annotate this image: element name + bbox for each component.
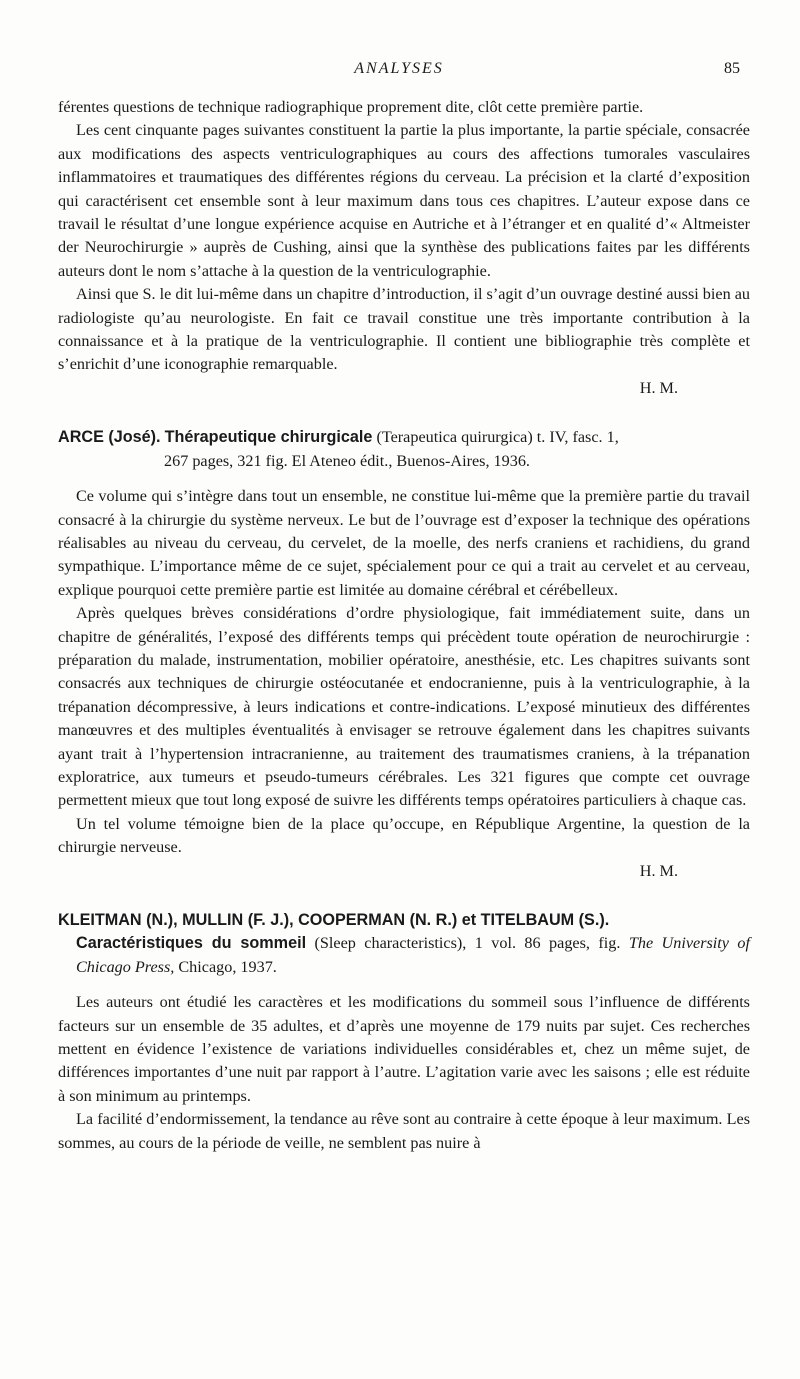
paragraph: Après quelques brèves considérations d’ordre physiologique, fait immédiatement suite, dans un chapitre de généralités, l’exposé des différents temps qui précèdent toute opération de neurochirurgie : préparation du malade, instrumentation, mobilier opératoire, anesthésie, etc. Les chapitres suivants sont consacrés aux techniques de chirurgie ostéocutanée et endocranienne, puis à la ventriculographie, à la trépanation décompressive, à leurs indications et contre-indications. L’exposé minutieux des différentes manœuvres et des multiples éventualités à envisager se retrouve également dans les chapitres suivants ayant trait à l’hypertension intracranienne, au traitement des traumatismes craniens, à la trépanation exploratrice, aux tumeurs et pseudo-tumeurs cérébrales. Les 321 figures que compte cet ouvrage permettent mieux que tout long exposé de suivre les différents temps opératoires particuliers à chaque cas. — [58, 604, 750, 810]
paragraph: Ainsi que S. le dit lui-même dans un chapitre d’introduction, il s’agit d’un ouvrage destiné aussi bien au radiologiste qu’au neurologiste. En fait ce travail constitue une très importante contribution à la connaissance et à la pratique de la ventriculographie. Il contient une bibliographie très complète et s’enrichit d’une iconographie remarquable. — [58, 285, 750, 374]
reviewer-signature: H. M. — [639, 861, 678, 880]
publisher: The University of Chicago Press, — [76, 934, 751, 976]
review-author: ARCE (José). — [58, 428, 161, 447]
running-title: ANALYSES — [354, 60, 444, 77]
review-arce — [58, 426, 750, 883]
paragraph: Les auteurs ont étudié les caractères et les modifications du sommeil sous l’influence de différents facteurs sur un ensemble de 35 adultes, et d’après une moyenne de 179 nuits par sujet. Ces recherches mettent en évidence l’existence de variations individuelles considérables et, chez un même sujet, de différences importantes d’une nuit par rapport à l’autre. L’agitation varie avec les saisons ; elle est réduite à son minimum au printemps. — [58, 993, 750, 1105]
review-kleitman — [58, 909, 750, 1155]
place-year: Chicago, 1937. — [178, 957, 277, 976]
book-details: (Sleep characteristics), 1 vol. 86 pages, fig. — [314, 934, 621, 953]
paragraph: férentes questions de technique radiographique proprement dite, clôt cette première partie. — [58, 98, 644, 116]
review-heading — [58, 909, 750, 979]
paragraph: Les cent cinquante pages suivantes constituent la partie la plus importante, la partie spéciale, consacrée aux modifications des aspects ventriculographiques au cours des affections tumorales vasculaires inflammatoires et traumatiques des différentes régions du cerveau. La précision et la clarté d’exposition qui caractérisent cet ensemble sont à leur maximum dans tous ces chapitres. L’auteur expose dans ce travail le résultat d’une longue expérience acquise en Autriche et à l’étranger et en qualité d’« Altmeister der Neurochirurgie » auprès de Cushing, ainsi que la synthèse des publications faites par les différents auteurs dont le nom s’attache à la question de la ventriculographie. — [58, 121, 750, 280]
review-continuation — [58, 96, 750, 400]
page-header — [58, 60, 740, 84]
review-heading — [58, 426, 750, 473]
book-details: (Terapeutica quirurgica) t. IV, fasc. 1, — [376, 428, 619, 447]
paragraph: La facilité d’endormissement, la tendance au rêve sont au contraire à cette époque à leur maximum. Les sommes, au cours de la période de veille, ne semblent pas nuire à — [58, 1110, 750, 1152]
book-title: Thérapeutique chirurgicale — [164, 428, 373, 447]
reviewer-signature: H. M. — [639, 378, 678, 397]
paragraph: Ce volume qui s’intègre dans tout un ensemble, ne constitue lui-même que la première partie du travail consacré à la chirurgie du système nerveux. Le but de l’ouvrage est d’exposer la technique des opérations réalisables au niveau du cerveau, du cervelet, de la moelle, des nerfs craniens et rachidiens, du grand sympathique. L’importance même de ce sujet, spécialement pour ce qui a trait au cervelet et au cerveau, explique pourquoi cette première partie est limitée au domaine cérébral et cérébelleux. — [58, 487, 750, 599]
page-number: 85 — [724, 60, 740, 77]
book-title: Caractéristiques du sommeil — [76, 934, 307, 953]
page-body — [58, 96, 750, 1155]
book-details-continued: 267 pages, 321 fig. El Ateneo édit., Buenos-Aires, 1936. — [164, 451, 530, 470]
paragraph: Un tel volume témoigne bien de la place qu’occupe, en République Argentine, la question de la chirurgie nerveuse. — [58, 814, 750, 857]
review-authors: KLEITMAN (N.), MULLIN (F. J.), COOPERMAN (N. R.) et TITELBAUM (S.). — [58, 911, 610, 929]
